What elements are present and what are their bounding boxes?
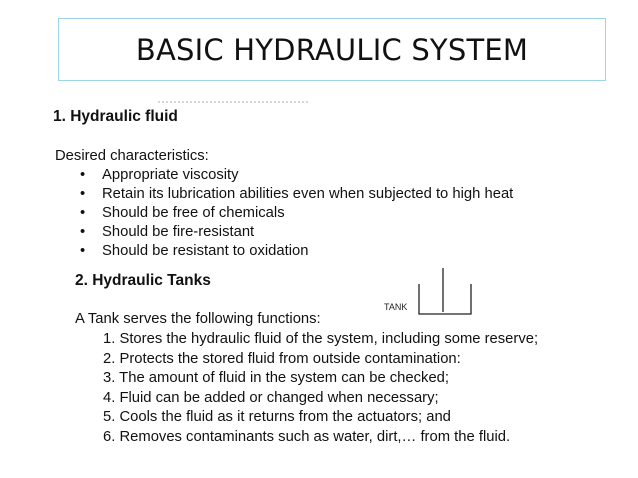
title-box [58,18,606,81]
list-item: • Should be resistant to oxidation [80,243,309,259]
bullet-icon: • [80,167,86,183]
section-heading-hydraulic-fluid: 1. Hydraulic fluid [53,108,178,125]
list-item: • Retain its lubrication abilities even when subjected to high heat [80,186,514,202]
list-item: 1. Stores the hydraulic fluid of the system, including some reserve; [103,331,539,347]
bullet-icon: • [80,224,86,240]
list-item: • Should be fire-resistant [80,224,255,240]
list-item: 6. Removes contaminants such as water, dirt,… from the fluid. [103,428,511,445]
tank-functions-list [103,330,538,447]
characteristics-list [80,166,513,261]
list-item: • Appropriate viscosity [80,167,239,183]
section-intro-desired-characteristics: Desired characteristics: [55,148,209,164]
bullet-icon: • [80,243,86,259]
list-item: 3. The amount of fluid in the system can be checked; [103,370,450,386]
section-intro-tank-functions: A Tank serves the following functions: [75,311,321,327]
bullet-icon: • [80,205,86,221]
slide-title: BASIC HYDRAULIC SYSTEM [135,32,529,67]
tank-diagram-label: TANK [384,302,408,312]
section-heading-hydraulic-tanks: 2. Hydraulic Tanks [75,272,211,289]
list-item: 2. Protects the stored fluid from outside contamination: [103,350,461,367]
list-item: • Should be free of chemicals [80,205,285,221]
faint-scan-artifact [158,101,308,106]
bullet-icon: • [80,186,86,202]
tank-symbol-icon [415,264,475,320]
list-item: 5. Cools the fluid as it returns from the actuators; and [103,409,451,425]
list-item: 4. Fluid can be added or changed when necessary; [103,389,439,406]
